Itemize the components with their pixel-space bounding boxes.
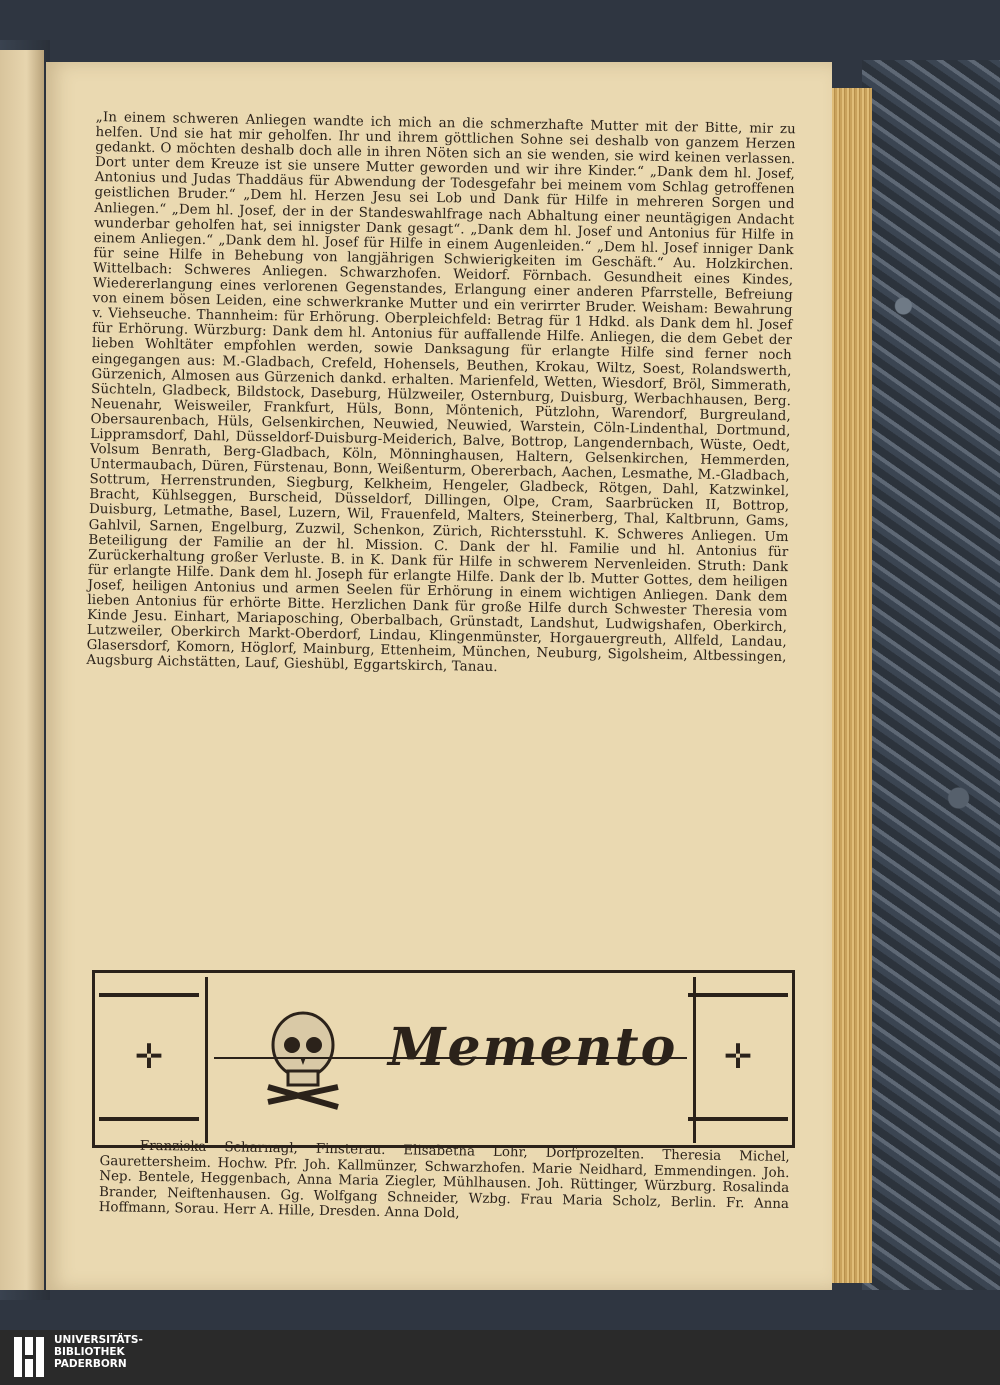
skull-icon xyxy=(258,1007,348,1117)
logo-line: PADERBORN xyxy=(54,1358,127,1370)
memento-names xyxy=(99,1138,790,1228)
library-logo-icon xyxy=(12,1335,46,1379)
cross-panel-left xyxy=(99,993,199,1121)
paragraph: „In einem schweren Anliegen wandte ich mich an die schmerzhafte Mutter mit der Bitte, mir zu helfen. Und sie hat mir geholfen. Ihr und ihrem göttlichen Sohne sei deshalb von ganzem Herzen gedankt. O möchten deshalb doch alle in ihren Nöten sich an sie wenden, sie wird keinen verlassen. Dort unter dem Kreuze ist sie unsere Mutter geworden und wir ihre Kinder.“ „Dank dem hl. Josef, Antonius und Judas Thaddäus für Abwendung der Todesgefahr bei meinem vom Schlag getroffenen geistlichen Bruder.“ „Dem hl. Herzen Jesu sei Lob und Dank für Hilfe in mehreren Sorgen und Anliegen.“ „Dem hl. Josef, der in der Standeswahlfrage nach Abhaltung einer neuntägigen Andacht wunderbar geholfen hat, sei innigster Dank gesagt“. „Dank dem hl. Josef und Antonius für Hilfe in einem Anliegen.“ „Dank dem hl. Josef für Hilfe in einem Augenleiden.“ „Dem hl. Josef inniger Dank für seine Hilfe in Behebung von langjährigen Schwierigkeiten im Geschäft.“ Au. Holzkirchen. Wittelbach: Schweres Anliegen. Schwarzhofen. Weidorf. Förnbach. Gesundheit eines Kindes, Wiedererlangung eines verlorenen Gegenstandes, Erlangung einer anderen Pfarrstelle, Befreiung von einem bösen Leiden, eine schwerkranke Mutter und ein verirrter Bruder. Weisham: Bewahrung v. Viehseuche. Thannheim: für Erhörung. Oberpleichfeld: Betrag für 1 Hdkd. als Dank dem hl. Josef für Erhörung. Würzburg: Dank dem hl. Antonius für auffallende Hilfe. Anliegen, die dem Gebet der lieben Wohltäter empfohlen werden, sowie Danksagung für erlangte Hilfe sind ferner noch eingegangen aus: M.-Gladbach, Crefeld, Hohensels, Beuthen, Krokau, Wiltz, Soest, Rolandswerth, Gürzenich, Almosen aus Gürzenich dankd. erhalten. Marienfeld, Wetten, Wiesdorf, Bröl, Simmerath, Süchteln, Gladbeck, Bildstock, Daseburg, Hülzweiler, Osternburg, Duisburg, Werbachhausen, Berg. Neuenahr, Weisweiler, Frankfurt, Hüls, Bonn, Möntenich, Pützlohn, Warendorf, Burgreuland, Obersaurenbach, Hüls, Gelsenkirchen, Neuwied, Neuwied, Warstein, Cöln-Lindenthal, Dortmund, Lippramsdorf, Dahl, Düsseldorf-Duisburg-Meiderich, Balve, Bottrop, Langendernbach, Wüste, Oedt, Volsum Benrath, Berg-Gladbach, Köln, Mönninghausen, Haltern, Gelsenkirchen, Hemmerden, Untermaubach, Düren, Fürstenau, Bonn, Weißenturm, Obererbach, Aachen, Lesmathe, M.-Gladbach, Sottrum, Herrenstrunden, Siegburg, Kelkheim, Hengeler, Gladbeck, Rötgen, Dahl, Katzwinkel, Bracht, Kühlseggen, Burscheid, Düsseldorf, Dillingen, Olpe, Cram, Saarbrücken II, Bottrop, Duisburg, Letmathe, Basel, Luzern, Wil, Frauenfeld, Malters, Steinerberg, Thal, Kaltbrunn, Gams, Gahlvil, Sarnen, Engelburg, Zuzwil, Schenkon, Zürich, Richtersstuhl. K. Schweres Anliegen. Um Beteiligung der Familie an der hl. Mission. C. Dank der hl. Familie und hl. Antonius für Zurückerhaltung großer Verluste. B. in K. Dank für Hilfe in schwerem Nervenleiden. Struth: Dank für erlangte Hilfe. Dank dem hl. Joseph für erlangte Hilfe. Dank der lb. Mutter Gottes, dem heiligen Josef, heiligen Antonius und armen Seelen für Erhörung in einem wichtigen Anliegen. Dank dem lieben Antonius für erhörte Bitte. Herzlichen Dank für große Hilfe durch Schwester Theresia vom Kinde Jesu. Einhart, Mariaposching, Oberbalbach, Grünstadt, Landshut, Ludwigshafen, Oberkirch, Lutzweiler, Oberkirch Markt-Oberdorf, Lindau, Klingenmünster, Horgauergreuth, Allfeld, Landau, Glasersdorf, Komorn, Höglorf, Mainburg, Ettenheim, München, Neuburg, Sigolsheim, Altbessingen, Augsburg Aichstätten, Lauf, Gieshübl, Eggartskirch, Tanau. xyxy=(86,110,796,676)
prayer-requests-text xyxy=(86,110,796,681)
memento-emblem xyxy=(205,977,696,1143)
cross-panel-right xyxy=(688,993,788,1121)
logo-line: UNIVERSITÄTS- xyxy=(54,1334,143,1346)
names-paragraph: Franziska Scharnagl, Finsterau. Elisabetha Löhr, Dorfprozelten. Theresia Michel, Gaurettersheim. Hochw. Pfr. Joh. Kallmünzer, Schwarzhofen. Marie Neidhard, Emmendingen. Joh. Nep. Bentele, Heggenbach, Anna Maria Ziegler, Mühlhausen. Joh. Rüttinger, Würzburg. Rosalinda Brander, Neiftenhausen. Gg. Wolfgang Schneider, Wzbg. Frau Maria Scholz, Berlin. Fr. Anna Hoffmann, Sorau. Herr A. Hille, Dresden. Anna Dold, xyxy=(98,1138,790,1222)
memento-banner xyxy=(92,970,795,1148)
cross-icon: ✛ xyxy=(134,1037,164,1077)
cross-icon: ✛ xyxy=(723,1037,753,1077)
left-page-edge xyxy=(0,50,44,1290)
marbled-book-cover xyxy=(862,60,1000,1290)
library-logo-text xyxy=(54,1334,143,1370)
logo-line: BIBLIOTHEK xyxy=(54,1346,125,1358)
memento-title: Memento xyxy=(388,1017,678,1078)
footer-bar xyxy=(0,1330,1000,1385)
